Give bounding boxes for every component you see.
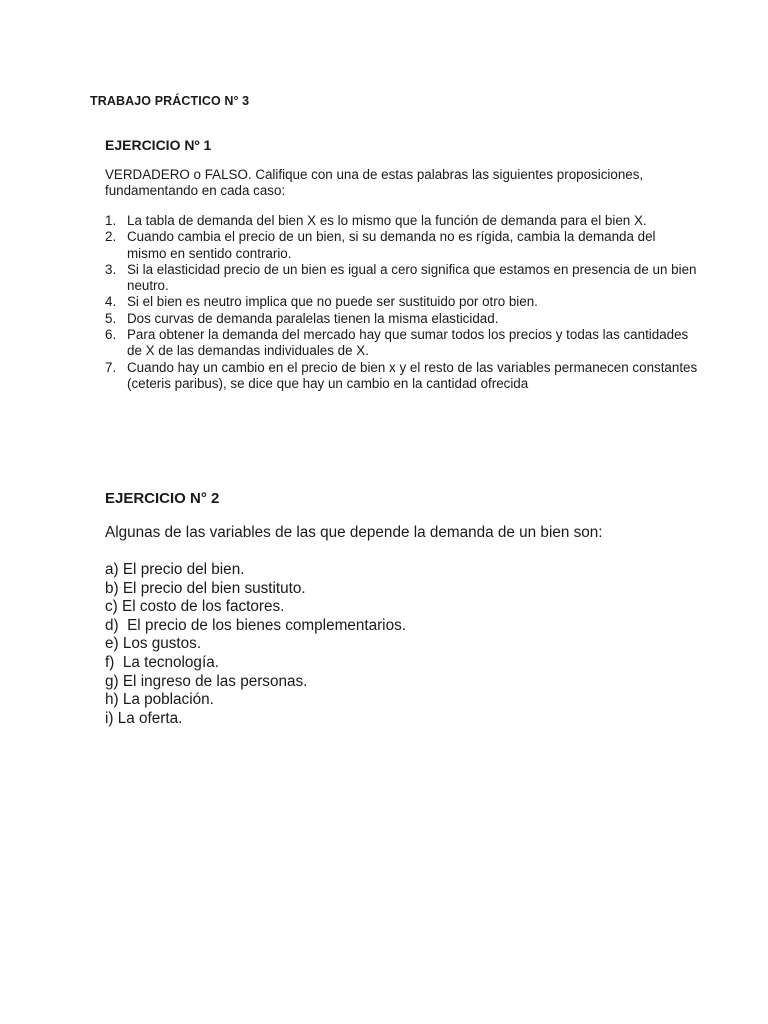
list-item xyxy=(105,311,725,327)
list-item-number: 5. xyxy=(105,310,117,326)
list-item-text: mismo en sentido contrario. xyxy=(127,245,292,261)
list-item xyxy=(105,327,725,360)
list-item: i) La oferta. xyxy=(105,709,183,727)
list-item xyxy=(105,294,725,310)
list-item-number: 4. xyxy=(105,294,117,310)
list-item-number: 3. xyxy=(105,261,117,277)
list-item-text: Cuando cambia el precio de un bien, si su demanda no es rígida, cambia la demanda del xyxy=(127,229,656,245)
ejercicio-2-list xyxy=(105,561,725,728)
list-item-number: 6. xyxy=(105,327,117,343)
list-item: f) La tecnología. xyxy=(105,653,219,671)
list-item-text: de X de las demandas individuales de X. xyxy=(127,343,369,359)
list-item xyxy=(105,229,725,262)
list-item-text: neutro. xyxy=(127,278,169,294)
list-item xyxy=(105,213,725,229)
ejercicio-1-intro-line: VERDADERO o FALSO. Califique con una de estas palabras las siguientes proposiciones, xyxy=(105,167,644,182)
list-item-number: 1. xyxy=(105,213,117,228)
list-item: b) El precio del bien sustituto. xyxy=(105,579,306,597)
list-item xyxy=(105,360,725,393)
ejercicio-1-heading: EJERCICIO Nº 1 xyxy=(105,137,212,153)
list-item: a) El precio del bien. xyxy=(105,561,245,578)
list-item-text: (ceteris paribus), se dice que hay un cambio en la cantidad ofrecida xyxy=(127,375,529,391)
list-item-number: 2. xyxy=(105,229,117,245)
list-item: e) Los gustos. xyxy=(105,635,202,653)
list-item xyxy=(105,262,725,295)
ejercicio-2-section xyxy=(105,490,725,728)
list-item-text: La tabla de demanda del bien X es lo mismo que la función de demanda para el bien X. xyxy=(127,213,647,228)
ejercicio-2-heading: EJERCICIO N° 2 xyxy=(105,490,220,507)
list-item: c) El costo de los factores. xyxy=(105,598,285,616)
page-title: TRABAJO PRÁCTICO N° 3 xyxy=(90,94,250,108)
list-item-text: Si la elasticidad precio de un bien es igual a cero significa que estamos en presencia de un bien xyxy=(127,261,697,277)
list-item: h) La población. xyxy=(105,691,214,709)
list-item-text: Si el bien es neutro implica que no puede ser sustituido por otro bien. xyxy=(127,294,538,310)
ejercicio-1-list xyxy=(105,213,725,392)
list-item: d) El precio de los bienes complementarios. xyxy=(105,616,406,634)
list-item-text: Para obtener la demanda del mercado hay que sumar todos los precios y todas las cantidades xyxy=(127,327,689,343)
list-item: g) El ingreso de las personas. xyxy=(105,672,308,690)
ejercicio-1-intro-line: fundamentando en cada caso: xyxy=(105,183,286,198)
list-item-number: 7. xyxy=(105,359,117,375)
ejercicio-1-section xyxy=(105,137,725,392)
ejercicio-2-intro: Algunas de las variables de las que depende la demanda de un bien son: xyxy=(105,524,603,541)
list-item-text: Dos curvas de demanda paralelas tienen la misma elasticidad. xyxy=(127,310,499,326)
list-item-text: Cuando hay un cambio en el precio de bien x y el resto de las variables permanecen constantes xyxy=(127,359,698,375)
ejercicio-1-intro xyxy=(105,167,725,199)
